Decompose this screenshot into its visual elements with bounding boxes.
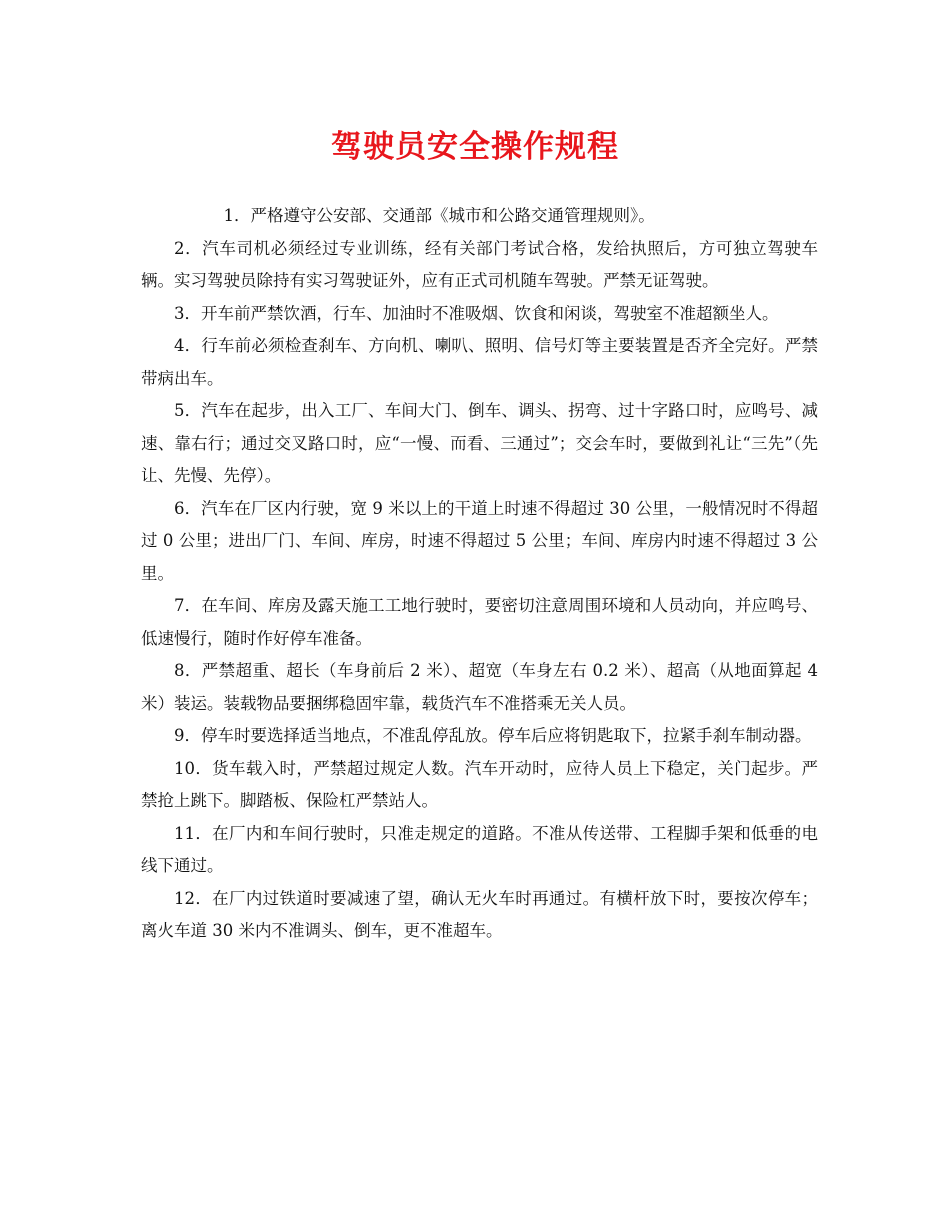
rule-paragraph-5: 5．汽车在起步，出入工厂、车间大门、倒车、调头、拐弯、过十字路口时，应鸣号、减速、靠右行；通过交叉路口时，应“一慢、而看、三通过”；交会车时，要做到礼让“三先”（先让、先慢、先停）。 [141, 401, 818, 485]
rule-paragraph-1: 1．严格遵守公安部、交通部《城市和公路交通管理规则》。 [223, 206, 655, 225]
rule-paragraph-12: 12．在厂内过铁道时要减速了望，确认无火车时再通过。有横杆放下时，要按次停车；离火车道 30 米内不准调头、倒车，更不准超车。 [141, 888, 818, 940]
rule-paragraph-10: 10．货车载入时，严禁超过规定人数。汽车开动时，应待人员上下稳定，关门起步。严禁抢上跳下。脚踏板、保险杠严禁站人。 [141, 758, 818, 810]
rule-paragraph-9: 9．停车时要选择适当地点，不准乱停乱放。停车后应将钥匙取下，拉紧手刹车制动器。 [174, 726, 812, 745]
rule-paragraph-11: 11．在厂内和车间行驶时，只准走规定的道路。不准从传送带、工程脚手架和低垂的电线下通过。 [141, 823, 818, 875]
rule-paragraph-2: 2．汽车司机必须经过专业训练，经有关部门考试合格，发给执照后，方可独立驾驶车辆。实习驾驶员除持有实习驾驶证外，应有正式司机随车驾驶。严禁无证驾驶。 [141, 238, 818, 290]
rule-paragraph-6: 6．汽车在厂区内行驶，宽 9 米以上的干道上时速不得超过 30 公里，一般情况时不得超过 0 公里；进出厂门、车间、库房，时速不得超过 5 公里；车间、库房内时速不得超过 3 公里。 [141, 498, 818, 583]
rule-paragraph-4: 4．行车前必须检查刹车、方向机、喇叭、照明、信号灯等主要装置是否齐全完好。严禁带病出车。 [141, 336, 818, 388]
rule-paragraph-7: 7．在车间、库房及露天施工工地行驶时，要密切注意周围环境和人员动向，并应鸣号、低速慢行，随时作好停车准备。 [141, 596, 818, 648]
document-title: 驾驶员安全操作规程 [331, 129, 619, 165]
rule-paragraph-3: 3．开车前严禁饮酒，行车、加油时不准吸烟、饮食和闲谈，驾驶室不准超额坐人。 [174, 303, 779, 323]
rule-paragraph-8: 8．严禁超重、超长（车身前后 2 米）、超宽（车身左右 0.2 米）、超高（从地面算起 4 米）装运。装载物品要捆绑稳固牢靠，载货汽车不准搭乘无关人员。 [141, 661, 818, 713]
document-body [141, 200, 818, 948]
